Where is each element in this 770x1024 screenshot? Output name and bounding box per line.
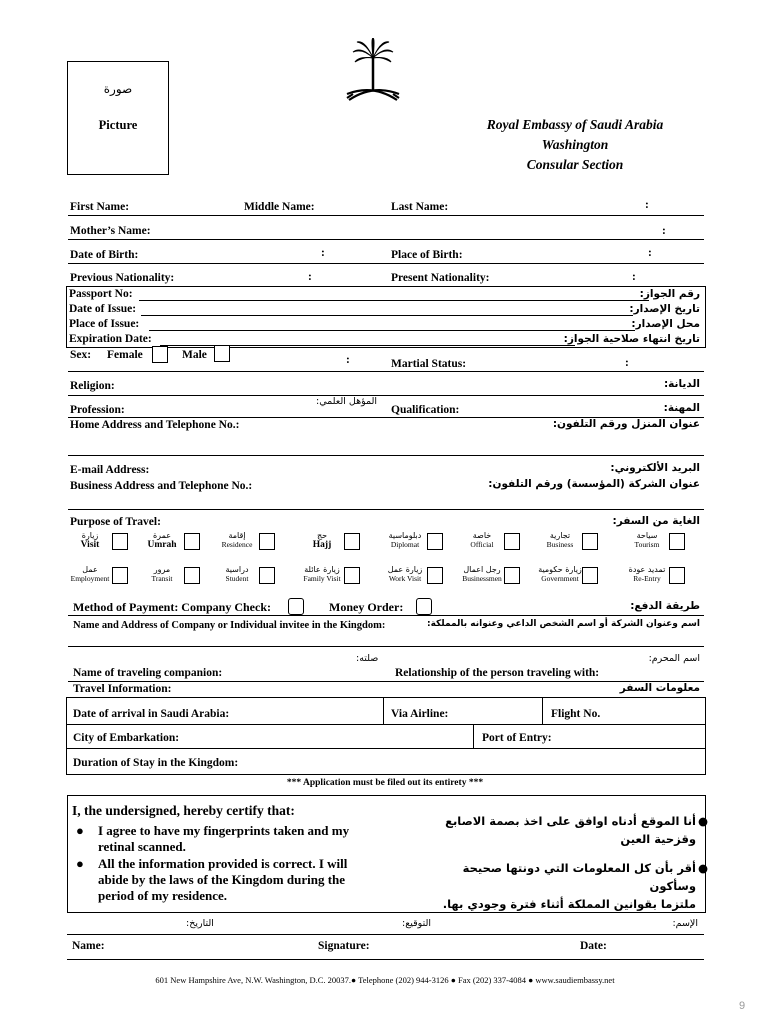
divider — [68, 239, 704, 240]
place-of-birth-label: Place of Birth: — [391, 249, 463, 261]
purpose-option — [625, 565, 669, 583]
colon: : — [346, 354, 350, 366]
certify-item-2-ar-line-1: أقر بأن كل المعلومات التي دونتها صحيحة وسأكون — [462, 861, 696, 893]
purpose-checkbox[interactable] — [582, 567, 598, 584]
purpose-option-label-ar: عمل — [82, 565, 98, 574]
divider — [68, 615, 704, 616]
purpose-option-label-ar: زيارة عائلة — [304, 565, 340, 574]
purpose-option-label-ar: رجل اعمال — [463, 565, 501, 574]
payment-label-ar: طريقة الدفع: — [630, 600, 700, 612]
purpose-option-label-ar: سياحة — [636, 531, 658, 540]
expiration-label-ar: تاريخ انتهاء صلاحية الجواز: — [563, 333, 700, 345]
profession-label-ar: المهنة: — [663, 402, 700, 414]
purpose-label-ar: الغاية من السفر: — [612, 515, 700, 527]
qualification-label: Qualification: — [391, 404, 460, 416]
purpose-checkbox[interactable] — [669, 533, 685, 550]
purpose-option-label: Family Visit — [303, 574, 341, 583]
certify-item-2-text: All the information provided is correct. I will abide by the laws of the Kingdom during the period of my residence. — [98, 856, 348, 903]
purpose-option-label-ar: زيارة عمل — [387, 565, 423, 574]
purpose-option-label-ar: إقامة — [228, 531, 246, 540]
date-label-ar: التاريخ: — [186, 918, 214, 929]
money-order-label: Money Order: — [329, 600, 404, 614]
business-address-line[interactable] — [68, 509, 704, 510]
sex-label: Sex: — [70, 349, 92, 361]
certify-item-1-ar-line-1: أنا الموقع أدناه اوافق على اخذ بصمة الاصابع — [445, 814, 696, 828]
purpose-checkbox[interactable] — [259, 533, 275, 550]
purpose-option-label-ar: زيارة — [81, 531, 99, 540]
home-address-label: Home Address and Telephone No.: — [70, 419, 240, 431]
filing-notice: *** Application must be filed out its entirety *** — [286, 778, 484, 788]
purpose-checkbox[interactable] — [112, 567, 128, 584]
expiration-label: Expiration Date: — [69, 333, 152, 345]
mothers-name-label: Mother’s Name: — [70, 225, 151, 237]
purpose-label: Purpose of Travel: — [70, 516, 161, 528]
money-order-checkbox[interactable] — [416, 598, 432, 615]
purpose-checkbox[interactable] — [427, 567, 443, 584]
relationship-label: Relationship of the person traveling with: — [395, 667, 600, 679]
duration-label: Duration of Stay in the Kingdom: — [73, 757, 239, 769]
name-label-ar: الإسم: — [672, 918, 698, 929]
purpose-option — [140, 565, 184, 583]
religion-label: Religion: — [70, 380, 115, 392]
certify-item-1 — [76, 823, 376, 855]
purpose-option — [625, 531, 669, 549]
divider — [68, 681, 704, 682]
purpose-option-label: Re-Entry — [633, 574, 661, 583]
purpose-option — [68, 531, 112, 550]
colon: : — [648, 247, 652, 259]
religion-label-ar: الديانة: — [663, 378, 700, 390]
divider — [67, 934, 704, 935]
divider — [68, 215, 704, 216]
purpose-checkbox[interactable] — [259, 567, 275, 584]
passport-no-line[interactable] — [139, 300, 649, 301]
purpose-option — [68, 565, 112, 583]
purpose-checkbox[interactable] — [184, 567, 200, 584]
purpose-checkbox[interactable] — [504, 567, 520, 584]
purpose-option — [538, 565, 582, 583]
signature-label: Signature: — [318, 940, 370, 952]
purpose-option-label: Tourism — [634, 540, 660, 549]
home-address-label-ar: عنوان المنزل ورقم التلفون: — [552, 418, 700, 430]
female-label: Female — [107, 349, 143, 361]
certify-item-2-ar-line-2: ملتزما بقوانين المملكة أثناء فترة وجودي بها. — [442, 897, 696, 911]
bullet-icon: ● — [697, 814, 708, 828]
embarkation-label: City of Embarkation: — [73, 732, 180, 744]
divider — [67, 959, 704, 960]
home-address-line[interactable] — [68, 455, 704, 456]
qualification-label-ar: المؤهل العلمي: — [316, 396, 378, 407]
middle-name-label: Middle Name: — [244, 201, 315, 213]
purpose-option — [460, 565, 504, 583]
purpose-option-label-ar: دبلوماسية — [388, 531, 422, 540]
purpose-option-label-ar: حج — [316, 531, 328, 540]
port-of-entry-label: Port of Entry: — [482, 732, 552, 744]
purpose-option-label-ar: عمرة — [152, 531, 171, 540]
divider — [473, 724, 474, 748]
companion-name-label: Name of traveling companion: — [73, 667, 223, 679]
header-line-3: Consular Section — [526, 157, 624, 172]
purpose-option-label: Hajj — [312, 540, 332, 550]
date-of-issue-line[interactable] — [141, 315, 633, 316]
certify-item-1-text: I agree to have my fingerprints taken and my retinal scanned. — [98, 823, 350, 854]
divider — [66, 748, 705, 749]
relation-label-ar: صلته: — [356, 653, 379, 664]
prev-nationality-label: Previous Nationality: — [70, 272, 175, 284]
email-label-ar: البريد الألكتروني: — [610, 462, 700, 474]
purpose-option-label: Visit — [80, 540, 100, 550]
purpose-option — [300, 531, 344, 550]
purpose-option-label: Businessmen — [462, 574, 502, 583]
purpose-option-label: Transit — [151, 574, 173, 583]
page-number: 9 — [739, 1000, 746, 1012]
invitee-label-ar: اسم وعنوان الشركة أو اسم الشخص الداعي وعنوانه بالمملكة: — [426, 619, 700, 629]
marital-status-label: Martial Status: — [391, 358, 467, 370]
divider — [66, 724, 705, 725]
email-label: E-mail Address: — [70, 464, 150, 476]
purpose-option-label: Work Visit — [388, 574, 422, 583]
colon: : — [662, 225, 666, 237]
divider — [383, 697, 384, 724]
divider — [68, 263, 704, 264]
purpose-option-label-ar: دراسية — [225, 565, 249, 574]
invitee-line[interactable] — [68, 646, 704, 647]
female-checkbox[interactable] — [152, 346, 168, 363]
company-check-checkbox[interactable] — [288, 598, 304, 615]
header-line-1: Royal Embassy of Saudi Arabia — [486, 117, 664, 132]
arrival-date-label: Date of arrival in Saudi Arabia: — [73, 708, 230, 720]
photo-box[interactable] — [67, 61, 169, 175]
purpose-option-label: Diplomat — [390, 540, 420, 549]
male-checkbox[interactable] — [214, 345, 230, 362]
purpose-option-label-ar: زيارة حكومية — [538, 565, 582, 574]
purpose-option — [383, 565, 427, 583]
bullet-icon: ● — [697, 861, 708, 875]
certify-item-2-ar — [426, 859, 708, 913]
last-name-label: Last Name: — [391, 201, 449, 213]
present-nationality-label: Present Nationality: — [391, 272, 490, 284]
payment-label: Method of Payment: Company Check: — [73, 600, 271, 614]
header-line-2: Washington — [541, 137, 609, 152]
place-of-issue-label-ar: محل الإصدار: — [631, 318, 700, 330]
certify-item-1-ar — [426, 812, 708, 848]
colon: : — [632, 271, 636, 283]
purpose-checkbox[interactable] — [669, 567, 685, 584]
certify-intro: I, the undersigned, hereby certify that: — [72, 803, 295, 818]
date-of-issue-label-ar: تاريخ الإصدار: — [629, 303, 700, 315]
purpose-option-label: Official — [470, 540, 494, 549]
divider — [542, 697, 543, 724]
purpose-checkbox[interactable] — [427, 533, 443, 550]
airline-label: Via Airline: — [391, 708, 449, 720]
purpose-option — [460, 531, 504, 549]
first-name-label: First Name: — [70, 201, 130, 213]
purpose-checkbox[interactable] — [112, 533, 128, 550]
purpose-option — [140, 531, 184, 550]
purpose-option-label: Business — [546, 540, 574, 549]
colon: : — [308, 271, 312, 283]
certify-item-1-ar-line-2: وقزحية العين — [620, 832, 696, 846]
purpose-option-label: Umrah — [147, 540, 177, 550]
purpose-checkbox[interactable] — [504, 533, 520, 550]
bullet-icon: ● — [76, 856, 84, 871]
travel-info-label-ar: معلومات السفر — [619, 682, 700, 694]
invitee-label: Name and Address of Company or Individual invitee in the Kingdom: — [73, 620, 386, 631]
dob-label: Date of Birth: — [70, 249, 139, 261]
business-address-label: Business Address and Telephone No.: — [70, 480, 253, 492]
purpose-option — [300, 565, 344, 583]
mahram-label-ar: اسم المحرم: — [648, 653, 700, 664]
flight-no-label: Flight No. — [551, 708, 601, 720]
purpose-checkbox[interactable] — [184, 533, 200, 550]
purpose-checkbox[interactable] — [344, 567, 360, 584]
purpose-option-label-ar: تجارية — [549, 531, 571, 540]
male-label: Male — [182, 349, 207, 361]
purpose-checkbox[interactable] — [582, 533, 598, 550]
profession-label: Profession: — [70, 404, 125, 416]
purpose-option — [215, 531, 259, 549]
colon: : — [645, 199, 649, 211]
photo-label-ar: صورة — [103, 82, 133, 96]
name-label: Name: — [72, 940, 105, 952]
saudi-emblem-icon — [343, 38, 403, 110]
purpose-option — [538, 531, 582, 549]
purpose-checkbox[interactable] — [344, 533, 360, 550]
purpose-option-label-ar: خاصة — [472, 531, 492, 540]
footer-address: 601 New Hampshire Ave, N.W. Washington, D.C. 20037.● Telephone (202) 944-3126 ● Fax (202) 337-4084 ● www.saudiembassy.net — [155, 975, 615, 985]
certify-item-2 — [76, 856, 376, 904]
place-of-issue-line[interactable] — [149, 330, 635, 331]
purpose-option-label: Employment — [70, 574, 110, 583]
purpose-option — [383, 531, 427, 549]
photo-label: Picture — [98, 118, 138, 132]
purpose-option-label: Residence — [221, 540, 253, 549]
place-of-issue-label: Place of Issue: — [69, 318, 140, 330]
bullet-icon: ● — [76, 823, 84, 838]
purpose-option-label: Government — [541, 574, 579, 583]
date-of-issue-label: Date of Issue: — [69, 303, 137, 315]
travel-info-label: Travel Information: — [73, 683, 172, 695]
passport-no-label: Passport No: — [69, 288, 133, 300]
colon: : — [625, 357, 629, 369]
purpose-option — [215, 565, 259, 583]
purpose-option-label-ar: مرور — [153, 565, 171, 574]
purpose-option-label: Student — [225, 574, 249, 583]
date-label: Date: — [580, 940, 607, 952]
divider — [68, 395, 704, 396]
business-address-label-ar: عنوان الشركة (المؤسسة) ورقم التلفون: — [488, 478, 700, 490]
embassy-header — [470, 115, 680, 175]
purpose-option-label-ar: تمديد عودة — [628, 565, 666, 574]
colon: : — [321, 247, 325, 259]
passport-no-label-ar: رقم الجواز: — [639, 288, 700, 300]
divider — [68, 371, 704, 372]
signature-label-ar: التوقيع: — [402, 918, 431, 929]
